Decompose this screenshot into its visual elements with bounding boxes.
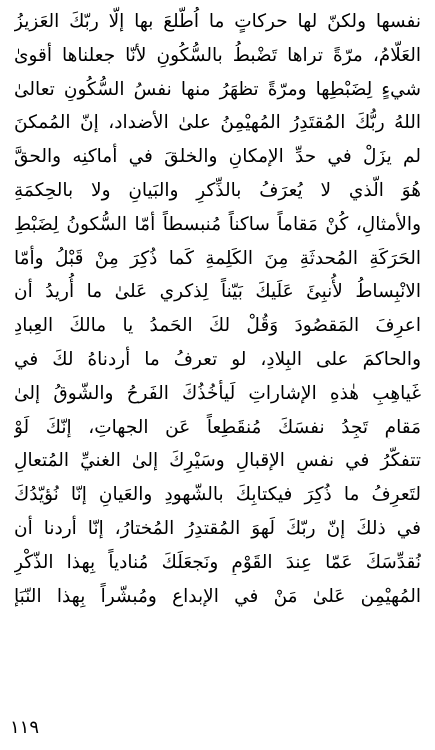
text-line-9: الانْبِساطُ لأُنبِئَ عَلَيكَ بَيّناً لِذكري عَلىٰ ما أُريدُ أن bbox=[14, 281, 421, 303]
arabic-text-block bbox=[14, 0, 421, 608]
text-line-8: الحَرَكَةِ المُحدثَةِ مِنَ الكَلِمةِ كَما ذُكِرَ مِنْ قَبْلُ وأمّا bbox=[14, 247, 421, 269]
text-line-15: لتَعرِفُ ما ذُكِرَ فيكتابِكَ بالشّهودِ والعَيانِ إنّا نُؤيّدُكَ bbox=[14, 484, 421, 506]
text-line-18: المُهيْمِنِ عَلىٰ مَنْ في الإبداعِ ومُبشّراً بِهذا النّبَإِ bbox=[14, 585, 421, 607]
text-line-6: هُوَ الّذي لا يُعرَفُ بالذِّكرِ والبَيانِ ولا بالحِكمَةِ bbox=[14, 179, 421, 201]
text-line-14: تتفكّرُ في نفسِ الإقبالِ وسَيْرِكَ إلىٰ الغنيِّ المُتعالِ bbox=[14, 450, 421, 472]
text-line-13: مَقامٍ تَجِدُ نفسَكَ مُنقَطِعاً عَنِ الجهاتِ، إنّكَ لَوْ bbox=[14, 416, 421, 438]
page-number: ١١٩ bbox=[10, 717, 40, 738]
text-line-12: غَياهِبِ هٰذهِ الإشاراتِ لَيأخُذُكَ الفَرحُ والشّوقُ إلىٰ bbox=[14, 382, 421, 404]
text-line-1: نفسها ولكنّ لها حركاتٍ ما اُطّلعَ بها إلّا ربّكَ العَزيزُ bbox=[14, 11, 421, 32]
text-line-5: لم يزَلْ في حدِّ الإمكانِ والخلقَ في أماكنِه والحقَّ bbox=[14, 146, 421, 168]
text-line-11: والحاكمَ على البِلادِ، لو تعرفُ ما أردناهُ لكَ في bbox=[14, 348, 421, 370]
text-line-16: في ذلكَ إنّ ربّكَ لَهوَ المُقتدِرُ المُختارُ، إنّا أردنا أن bbox=[14, 517, 421, 539]
text-line-3: شيءٍ لِضَبْطِها ومرّةً تظهَرُ منها نفسُ السُّكُونِ تعالىٰ bbox=[14, 78, 421, 100]
text-line-4: اللهُ ربُّكَ المُقتَدِرُ المُهيْمِنُ علىٰ الأضداد، إنّ المُمكنَ bbox=[14, 112, 421, 134]
text-line-17: نُقدِّسَكَ عَمّا عِندَ القَوْمِ ونَجعَلَكَ مُنادياً بِهذا الذّكْرِ bbox=[14, 551, 421, 573]
text-line-2: العَلّامُ، مرّةً تراها تَضْبطُ بالسُّكُونِ لأنّا جعلناها أقوىٰ bbox=[14, 44, 421, 66]
text-line-7: والأمثالِ، كُنْ مَقاماً ساكناً مُنبسطاً أمّا السُّكونُ لِضَبْطِ bbox=[14, 213, 421, 235]
text-line-10: اعرِفَ المَقصُودَ وَقُلْ لكَ الحَمدُ يا مالكَ العِبادِ bbox=[14, 315, 421, 337]
